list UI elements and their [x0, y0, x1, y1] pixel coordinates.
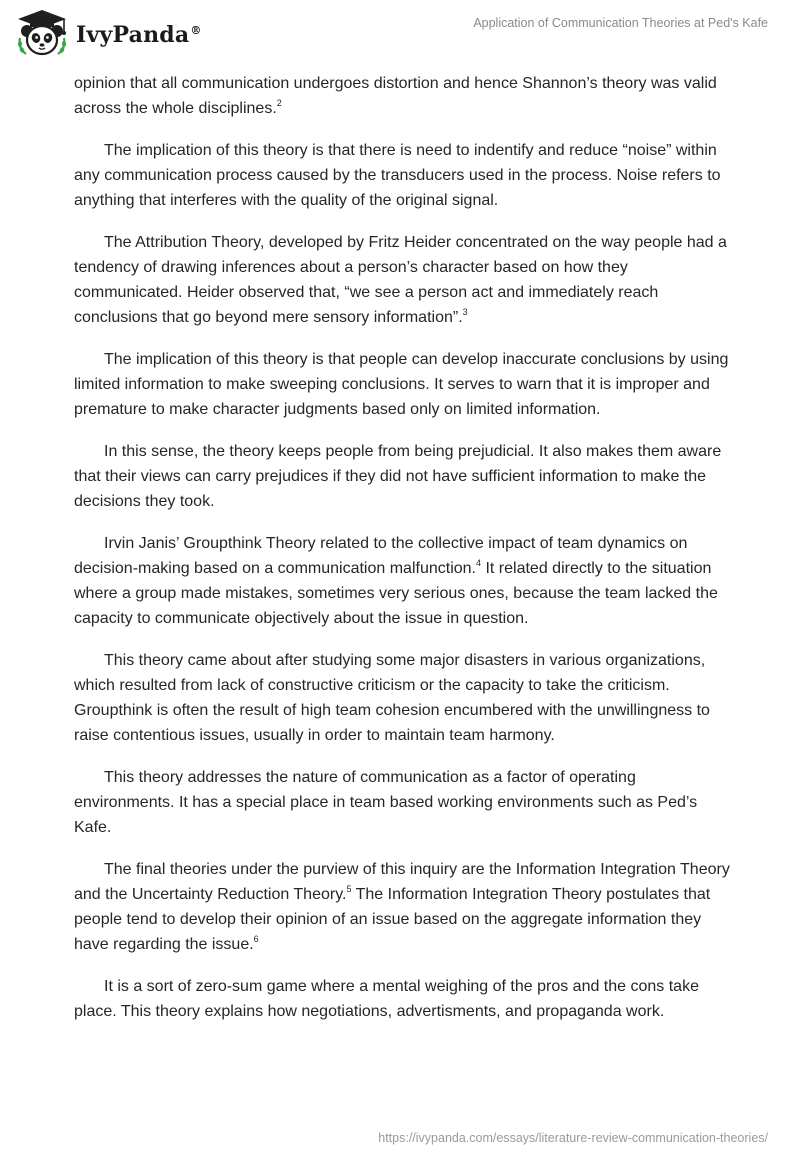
source-url[interactable]: https://ivypanda.com/essays/literature-review-communication-theories/	[378, 1131, 768, 1145]
document-title: Application of Communication Theories at Ped's Kafe	[473, 16, 768, 30]
paragraph-10: It is a sort of zero-sum game where a mental weighing of the pros and the cons take place. This theory explains how negotiations, advertisments, and propaganda work.	[74, 978, 699, 1020]
footnote-ref[interactable]: 5	[346, 883, 352, 894]
paragraph-2: The implication of this theory is that there is need to indentify and reduce “noise” within any communication process caused by the transducers used in the process. Noise refers to anything that interferes with the quality of the original signal.	[74, 142, 721, 209]
brand-name: IvyPanda®	[76, 22, 202, 48]
paragraph-4: The implication of this theory is that people can develop inaccurate conclusions by using limited information to make sweeping conclusions. It serves to warn that it is improper and premature to make character judgments based only on limited information.	[74, 351, 729, 418]
paragraph-9: The final theories under the purview of this inquiry are the Information Integration Theory and the Uncertainty Reduction Theory.$^5$ The Information Integration Theory postulates that people tend to develop their opinion of an issue based on the aggregate information they have regarding the issue.$^6$	[74, 861, 730, 953]
essay-body	[74, 71, 734, 1041]
page-header	[0, 0, 800, 70]
footnote-ref[interactable]: 4	[476, 557, 482, 568]
paragraph-1: opinion that all communication undergoes distortion and hence Shannon’s theory was valid across the whole disciplines.$^2$	[74, 75, 717, 117]
footnote-ref[interactable]: 3	[462, 306, 468, 317]
paragraph-8: This theory addresses the nature of communication as a factor of operating environments. It has a special place in team based working environments such as Ped’s Kafe.	[74, 769, 698, 836]
paragraph-6: Irvin Janis’ Groupthink Theory related to the collective impact of team dynamics on decision-making based on a communication malfunction.$^4$ It related directly to the situation where a group made mistakes, sometimes very serious ones, because the team lacked the capacity to communicate objectively about the issue in question.	[74, 535, 718, 627]
paragraph-3: The Attribution Theory, developed by Fritz Heider concentrated on the way people had a tendency of drawing inferences about a person’s character based on how they communicated. Heider observed that, “we see a person act and immediately reach conclusions that go beyond mere sensory information”.$^3$	[74, 234, 727, 326]
footnote-ref[interactable]: 6	[253, 933, 259, 944]
paragraph-5: In this sense, the theory keeps people from being prejudicial. It also makes them aware that their views can carry prejudices if they did not have sufficient information to make the decisions they took.	[74, 443, 722, 510]
panda-graduate-icon	[14, 8, 70, 58]
brand-logo[interactable]	[14, 8, 202, 58]
footnote-ref[interactable]: 2	[276, 97, 282, 108]
paragraph-7: This theory came about after studying some major disasters in various organizations, which resulted from lack of constructive criticism or the capacity to take the criticism. Groupthink is often the result of high team cohesion encumbered with the unwillingness to raise contentious issues, usually in order to maintain team harmony.	[74, 652, 710, 744]
